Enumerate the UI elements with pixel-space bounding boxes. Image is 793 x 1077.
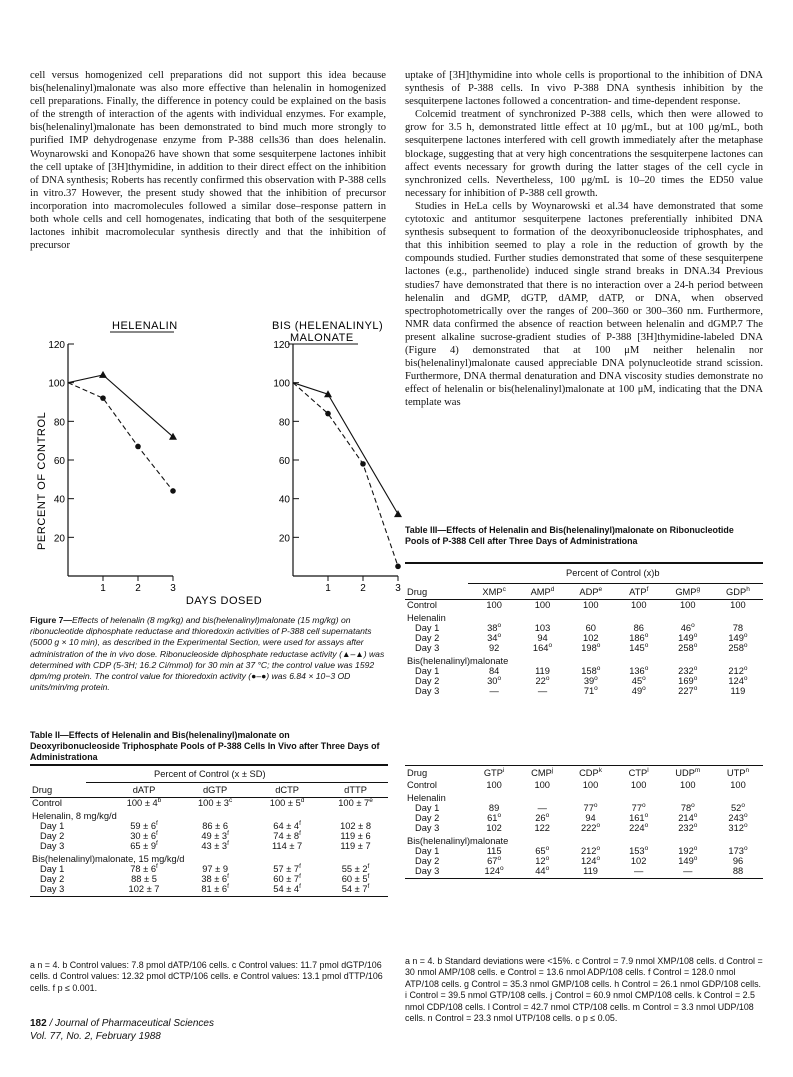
table-cell: $100 \pm 7^e$ (338, 796, 373, 808)
left-chart-title: HELENALIN (112, 320, 178, 332)
table-3-title: Table III—Effects of Helenalin and Bis(helenalinyl)malonate on Ribonucleotide Pools of P-388 Cell after Three Days of Administrationa (405, 525, 734, 546)
column-header: Drug (30, 783, 109, 798)
body-paragraph: Colcemid treatment of synchronized P-388 cells, which then were allowed to grow for 3.5 h, demonstrated little effect at 10 μg/mL, but at 100 μg/mL, both sesquiterpene lactones interfered with cell growth immediately after the metaphase blockage, suggesting that at very high concentrations the sesquiterpene lactones can affect events necessary for growth during the latter stages of the cell cycle in synchronized cells. Nevertheless, 100 μg/mL is 10–20 times the ED50 value necessary for inhibition of P-388 cell growth. (405, 109, 763, 199)
column-header: Drug (405, 585, 470, 600)
row-label: Day 2 (415, 856, 440, 866)
table-row (30, 798, 388, 809)
row-label: Day 1 (415, 623, 440, 633)
table-cell: 34$^o$ (487, 631, 502, 643)
table-3-part-b (405, 765, 763, 879)
table-cell: 224$^o$ (629, 821, 649, 833)
table-cell: $78 \pm 6^f$ (130, 862, 158, 874)
table-cell: 103 (534, 623, 551, 633)
table-row (405, 633, 763, 643)
table-row (405, 823, 763, 833)
table-cell: 78$^o$ (680, 801, 695, 813)
table-cell: 153$^o$ (629, 844, 649, 856)
table-header-row (405, 585, 763, 600)
x-tick-label: 3 (170, 583, 176, 594)
table-cell: 88 (713, 866, 763, 879)
column-header: CMP$^j$ (518, 766, 566, 781)
y-tick-label: 80 (278, 417, 290, 429)
table-cell: 102 (630, 856, 647, 866)
y-tick-label: 20 (53, 533, 65, 545)
column-header: UDP$^m$ (663, 766, 713, 781)
table-cell: 100 (730, 600, 746, 610)
table-cell: 97 ± 9 (202, 864, 228, 874)
journal-name: / Journal of Pharmaceutical Sciences (46, 1018, 214, 1029)
table-row (405, 666, 763, 676)
row-label: Day 1 (415, 666, 440, 676)
column-header: XMP$^c$ (470, 585, 518, 600)
table-row (405, 623, 763, 633)
table-2-top-rule (30, 764, 388, 766)
table-cell: $43 \pm 3^f$ (201, 839, 229, 851)
group-label: Helenalin, 8 mg/kg/d (32, 811, 117, 821)
table-cell: — (537, 686, 548, 696)
table-cell: 145$^o$ (629, 641, 649, 653)
table-cell: $81 \pm 6^f$ (179, 884, 251, 897)
table-row (30, 864, 388, 874)
table-row (405, 803, 763, 813)
group-row (405, 610, 763, 623)
table-row (30, 874, 388, 884)
column-header: dCTP (251, 783, 323, 798)
circle-marker (100, 395, 106, 401)
table-cell: 46$^o$ (680, 621, 695, 633)
y-tick-label: 100 (48, 378, 65, 390)
row-label: Day 3 (415, 643, 440, 653)
table-cell: 49$^o$ (631, 684, 646, 696)
table-2-title: Table II—Effects of Helenalin and Bis(helenalinyl)malonate on Deoxyribonucleoside Triphosphate Pools of P-388 Cells In Vivo after Three Days of Administrationa (30, 730, 380, 762)
column-header: dTTP (323, 783, 388, 798)
row-label: Day 2 (415, 633, 440, 643)
table-cell: 149$^o$ (678, 854, 698, 866)
table-3-top-rule (405, 562, 763, 564)
table-cell: — (537, 803, 547, 813)
table-row (30, 831, 388, 841)
table-row (405, 846, 763, 856)
circle-marker (325, 411, 331, 417)
circle-marker (170, 488, 176, 494)
row-label: Day 2 (40, 874, 65, 884)
table-cell: 38$^o$ (487, 621, 502, 633)
table-cell: 100 (730, 780, 746, 790)
table-cell: 61$^o$ (487, 811, 502, 823)
circle-marker (395, 564, 401, 570)
table-cell: 222$^o$ (580, 821, 601, 833)
table-cell: 212$^o$ (728, 664, 748, 676)
table-row (405, 866, 763, 879)
table-cell: 100 (680, 780, 696, 790)
table-cell: 243$^o$ (728, 811, 748, 823)
table-cell: 158$^o$ (581, 664, 601, 676)
circle-marker (135, 444, 141, 450)
y-tick-label: 60 (53, 456, 65, 467)
y-tick-label: 100 (273, 378, 290, 390)
table-cell: 65$^o$ (535, 844, 550, 856)
table-row (405, 600, 763, 611)
x-tick-label: 2 (135, 583, 141, 594)
group-row (30, 851, 388, 864)
table-cell: 198$^o$ (581, 641, 601, 653)
table-row (405, 676, 763, 686)
chart-helenalin (48, 340, 177, 594)
group-label: Bis(helenalinyl)malonate (407, 656, 509, 666)
table-row (30, 884, 388, 897)
table-cell: 214$^o$ (678, 811, 698, 823)
thioredoxin-series-line (293, 383, 398, 567)
row-label: Control (407, 780, 437, 790)
y-tick-label: 120 (273, 340, 290, 351)
table-2-spanner: Percent of Control (x ± SD) (154, 769, 266, 779)
table-2-footnote: a n = 4. b Control values: 7.8 pmol dATP/106 cells. c Control values: 11.7 pmol dGTP/106 cells. d Control values: 12.32 pmol dCTP/106 cells. e Control values: 13.1 pmol dTTP/106 cells. f p ≤ 0.001. (30, 960, 383, 993)
table-cell: 192$^o$ (678, 844, 698, 856)
row-label: Day 1 (415, 846, 440, 856)
table-cell: 88 ± 5 (131, 874, 157, 884)
table-cell: — (489, 686, 499, 696)
table-cell: 227$^o$ (678, 684, 698, 696)
column-header: dGTP (179, 783, 251, 798)
table-cell: 102 (583, 633, 599, 643)
table-cell: 102 ± 7 (109, 884, 179, 897)
table-cell: 94 (537, 633, 548, 643)
table-cell: 100 (534, 780, 550, 790)
table-cell: 136$^o$ (629, 664, 649, 676)
right-chart-title-1: BIS (HELENALINYL) (272, 320, 384, 332)
y-tick-label: 40 (53, 494, 65, 506)
y-tick-label: 20 (278, 533, 290, 545)
group-row (30, 808, 388, 821)
left-column-text (30, 69, 386, 252)
y-tick-label: 80 (53, 417, 65, 429)
thioredoxin-series-line (68, 383, 173, 491)
column-header: CDP$^k$ (566, 766, 614, 781)
x-tick-label: 1 (325, 583, 331, 594)
figure-7-caption (30, 615, 386, 693)
table-cell: 173$^o$ (728, 844, 748, 856)
table-2 (30, 783, 388, 897)
table-cell: 77$^o$ (631, 801, 646, 813)
column-header: GDP$^h$ (713, 585, 763, 600)
y-tick-label: 120 (48, 340, 65, 351)
x-tick-label: 1 (100, 583, 106, 594)
x-tick-label: 3 (395, 583, 401, 594)
table-cell: 114 ± 7 (271, 841, 303, 851)
table-row (405, 643, 763, 653)
table-cell: 94 (585, 813, 596, 823)
triangle-marker (394, 510, 402, 517)
column-header: ADP$^e$ (567, 585, 615, 600)
table-cell: 12$^o$ (535, 854, 550, 866)
body-paragraph: uptake of [3H]thymidine into whole cells is proportional to the inhibition of DNA synthesis of P-388 cells. In vivo P-388 DNA synthesis inhibition by the sesquiterpene lactones followed a concentration- and time-dependent response. (405, 70, 763, 108)
table-cell: 164$^o$ (532, 641, 553, 653)
table-cell: $100 \pm 4^b$ (126, 796, 162, 808)
table-cell: 212$^o$ (580, 844, 601, 856)
table-cell: $54 \pm 7^f$ (323, 884, 388, 897)
row-label: Control (407, 600, 437, 610)
table-cell: $59 \pm 6^f$ (130, 819, 158, 831)
table-cell: 102 (486, 823, 502, 833)
group-label: Bis(helenalinyl)malonate, 15 mg/kg/d (32, 854, 185, 864)
table-cell: 96 (732, 856, 744, 866)
row-label: Day 3 (30, 884, 109, 897)
table-cell: 119 ± 6 (340, 831, 371, 841)
table-cell: $100 \pm 5^d$ (269, 796, 305, 808)
table-cell: 89 (488, 803, 500, 813)
row-label: Day 3 (40, 841, 65, 851)
caption-text: Effects of helenalin (8 mg/kg) and bis(helenalinyl)malonate (15 mg/kg) on ribonucleotide diphosphate reductase and thioredoxin activities of P-388 cell supernatants (5000 g × 10 min), as described in the Experimental Section, were used for assays after administration of the in vivo dose. Ribonucleoside diphosphate reductase activity (▲–▲) was determined with CDP (5-3H; 16.2 Ci/mmol) for 30 min at 37 °C; the control value was 1592 dpm/mg protein. The control value for thioredoxin activity (●–●) was 6.84 × 10−3 OD units/min/mg protein. (30, 615, 385, 693)
row-label: Day 3 (405, 866, 470, 879)
y-axis-label: PERCENT OF CONTROL (36, 411, 48, 550)
y-tick-label: 60 (278, 456, 290, 467)
table-cell: $74 \pm 8^f$ (273, 829, 301, 841)
table-cell: 52$^o$ (731, 801, 745, 813)
table-cell: 124$^o$ (728, 674, 748, 686)
table-cell: $60 \pm 5^f$ (341, 872, 370, 884)
column-header: ATP$^f$ (615, 585, 663, 600)
table-cell: 84 (488, 666, 500, 676)
page-footer (30, 1018, 214, 1043)
page-number: 182 (30, 1018, 47, 1029)
row-label: Day 1 (40, 864, 65, 874)
table-cell: 161$^o$ (629, 811, 649, 823)
table-cell: 232$^o$ (678, 821, 698, 833)
table-cell: 258$^o$ (678, 641, 698, 653)
table-cell: 102 ± 8 (340, 821, 372, 831)
table-cell: 119 (730, 686, 746, 696)
right-chart-title-2: MALONATE (290, 332, 354, 344)
table-cell: 77$^o$ (583, 801, 598, 813)
column-header: CTP$^l$ (615, 766, 663, 781)
row-label: Day 1 (40, 821, 65, 831)
column-header: GMP$^g$ (663, 585, 713, 600)
group-row (405, 833, 763, 846)
row-label: Day 2 (415, 676, 440, 686)
figure-titles (110, 320, 383, 344)
table-cell: 115 (486, 846, 502, 856)
table-cell: 100 (486, 780, 502, 790)
column-header: UTP$^n$ (713, 766, 763, 781)
group-row (405, 653, 763, 666)
volume-info: Vol. 77, No. 2, February 1988 (30, 1030, 161, 1042)
table-cell: 119 (535, 666, 550, 676)
table-cell: 258$^o$ (728, 641, 748, 653)
table-cell: 119 (566, 866, 614, 879)
table-cell: — (663, 866, 713, 879)
figure-7 (28, 318, 400, 610)
table-cell: $65 \pm 9^f$ (130, 839, 158, 851)
row-label: Day 3 (415, 823, 440, 833)
table-cell: 149$^o$ (678, 631, 698, 643)
table-cell: 22$^o$ (535, 674, 550, 686)
table-cell: 100 (631, 600, 647, 610)
body-paragraph: cell versus homogenized cell preparations did not support this idea because bis(helenalinyl)malonate was also more effective than helenalin in homogenized cell preparations. Finally, the difference in potency could be explained on the basis of the strength of interaction of the agents with individual enzymes. For example, bis(helenalinyl)malonate has been demonstrated to bind much more strongly to purified IMP dehydrogenase enzyme from P-388 cells36 than does helenalin. Woynarowski and Konopa26 have shown that some sesquiterpene lactones inhibit the cell uptake of [3H]thymidine, in addition to their direct effect on the inhibition of DNA synthesis; Roberts has recently confirmed this observation with P-388 cells in vitro.37 However, the present study showed that the inhibition of precursor incorporation into macromolecules followed a similar dose–response pattern in both whole cells and cell homogenates, indicating that both of the sesquiterpene lactones inhibit macromolecular synthesis directly and that the inhibition of precursor (30, 70, 386, 252)
row-label: Day 1 (415, 803, 440, 813)
table-cell: 78 (732, 623, 744, 633)
table-header-row (405, 766, 763, 781)
row-label: Control (32, 798, 62, 808)
table-cell: $49 \pm 3^f$ (201, 829, 229, 841)
caption-lead: Figure 7— (30, 615, 73, 625)
group-label: Bis(helenalinyl)malonate (407, 836, 509, 846)
group-row (405, 790, 763, 803)
table-cell: 92 (488, 643, 500, 653)
table-cell: 45$^o$ (631, 674, 646, 686)
table-cell: 312$^o$ (728, 821, 748, 833)
row-label: Day 2 (415, 813, 440, 823)
table-cell: 100 (583, 600, 599, 610)
table-cell: 100 (679, 600, 696, 610)
table-cell: 169$^o$ (678, 674, 698, 686)
table-row (30, 841, 388, 851)
row-label: Day 3 (415, 686, 440, 696)
table-3-spanner-rule (468, 583, 763, 584)
table-cell: 39$^o$ (583, 674, 598, 686)
column-header: AMP$^d$ (518, 585, 566, 600)
table-3-spanner: Percent of Control (x)b (566, 568, 660, 578)
column-header: dATP (109, 783, 179, 798)
table-cell: 119 ± 7 (340, 841, 371, 851)
table-row (405, 686, 763, 696)
reductase-series-line (293, 383, 398, 514)
column-header: GTP$^i$ (470, 766, 518, 781)
circle-marker (360, 461, 366, 467)
triangle-marker (99, 371, 107, 378)
right-column-text (405, 69, 763, 409)
table-cell: 30$^o$ (487, 674, 502, 686)
table-3-part-a (405, 585, 763, 696)
table-cell: 100 (582, 780, 599, 790)
table-cell: $54 \pm 4^f$ (251, 884, 323, 897)
table-row (30, 821, 388, 831)
chart-bis-malonate (273, 340, 402, 594)
table-cell: 100 (630, 780, 647, 790)
table-cell: 86 (633, 623, 644, 633)
table-row (405, 856, 763, 866)
table-cell: $60 \pm 7^f$ (273, 872, 301, 884)
table-cell: 122 (534, 823, 550, 833)
table-cell: $30 \pm 6^f$ (130, 829, 158, 841)
table-3-footnote: a n = 4. b Standard deviations were <15%. c Control = 7.9 nmol XMP/108 cells. d Control = 30 nmol AMP/108 cells. e Control = 13.6 nmol ADP/108 cells. f Control = 128.0 nmol ATP/108 cells. g Control = 35.3 nmol GMP/108 cells. h Control = 26.1 nmol GDP/108 cells. i Control = 39.5 nmol GTP/108 cells. j Control = 60.9 nmol CMP/108 cells. k Control = 2.5 nmol CDP/108 cells. l Control = 42.7 nmol CTP/108 cells. m Control = 3.3 nmol UDP/108 cells. n Control = 23.3 nmol UTP/108 cells. o p ≤ 0.05. (405, 956, 763, 1024)
reductase-series-line (68, 375, 173, 437)
group-label: Helenalin (407, 793, 446, 803)
table-cell: $38 \pm 6^f$ (201, 872, 229, 884)
table-cell: — (615, 866, 663, 879)
table-row (405, 813, 763, 823)
table-cell: 100 (486, 600, 502, 610)
table-cell: 232$^o$ (678, 664, 698, 676)
x-tick-label: 2 (360, 583, 366, 594)
table-cell: 60 (585, 623, 596, 633)
row-label: Day 2 (40, 831, 65, 841)
table-cell: 44$^o$ (518, 866, 566, 879)
table-cell: $64 \pm 4^f$ (273, 819, 301, 831)
table-cell: $57 \pm 7^f$ (273, 862, 301, 874)
body-paragraph: Studies in HeLa cells by Woynarowski et al.34 have demonstrated that some cytotoxic and antitumor sesquiterpene lactones preferentially inhibited DNA synthesis subsequent to formation of the deoxyribonucleoside triphosphates, and that this inhibition seemed to play a role in the reduction of growth by the compounds studied. Further studies demonstrated that some of these sesquiterpene lactones (e.g., parthenolide) induced single strand breaks in DNA.34 Previous studies7 have demonstrated that there is no interaction over a 24-h period between helenalin and dGMP, dGTP, dAMP, dATP, or DNA, when observed spectrophotometrically over the ranges of 200–360 or 300–360 nm. Furthermore, NMR data confirmed the absence of reaction between helenalin and dGMP.7 The present alkaline sucrose-gradient studies of P-388 [3H]thymidine-labeled DNA (Figure 4) demonstrated that at 100 μM neither helenalin nor bis(helenalinyl)malonate caused appreciable DNA polynucleotide strand scission. Furthermore, DNA thermal denaturation and DNA viscosity studies demonstrate no effect of helenalin or bis(helenalinyl)malonate at 100 μM, indicating that the DNA template was (405, 200, 763, 409)
table-cell: 186$^o$ (629, 631, 649, 643)
table-cell: $100 \pm 3^c$ (198, 796, 233, 808)
table-cell: 149$^o$ (728, 631, 748, 643)
table-cell: 67$^o$ (487, 854, 502, 866)
table-header-row (30, 783, 388, 798)
table-cell: 100 (534, 600, 551, 610)
table-row (405, 780, 763, 790)
group-label: Helenalin (407, 613, 446, 623)
table-cell: 71$^o$ (583, 684, 598, 696)
column-header: Drug (405, 766, 470, 781)
table-cell: $55 \pm 2^f$ (341, 862, 370, 874)
table-cell: 124$^o$ (470, 866, 518, 879)
x-axis-label: DAYS DOSED (185, 595, 263, 607)
table-cell: 86 ± 6 (202, 821, 228, 831)
table-cell: 26$^o$ (535, 811, 550, 823)
table-cell: 124$^o$ (580, 854, 601, 866)
y-tick-label: 40 (278, 494, 290, 506)
